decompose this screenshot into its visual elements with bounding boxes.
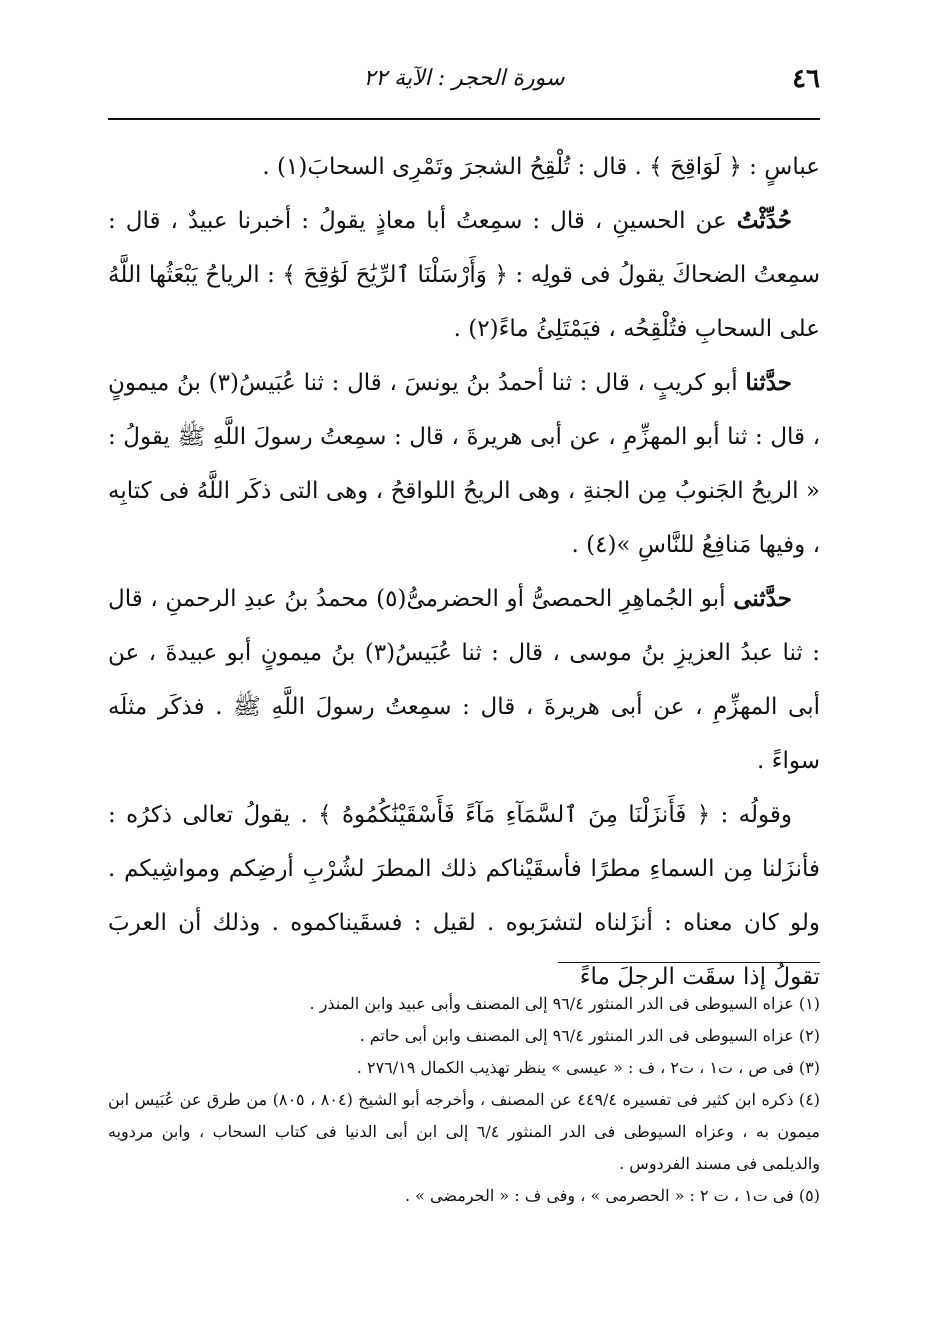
paragraph-lead: حدَّثنا: [745, 369, 793, 396]
header-rule: [108, 118, 820, 120]
footnote: (٥) فى ت١ ، ت ٢ : « الحصرمى » ، وفى ف : « الحرمضى » .: [404, 1186, 820, 1205]
paragraph-lead: حُدِّثْتُ: [736, 207, 792, 234]
paragraph-text: أبو كريبٍ ، قال : ثنا أحمدُ بنُ يونسَ ، قال : ثنا عُبَيسُ(٣) بنُ ميمونٍ ، قال : ثنا أبو المهزِّمِ ، عن أبى هريرةَ ، قال : سمِعتُ رسولَ اللَّهِ ﷺ يقولُ : « الريحُ الجَنوبُ مِن الجنةِ ، وهى الريحُ اللواقحُ ، وهى التى ذكَر اللَّهُ فى كتابِه ، وفيها مَنافِعُ للنَّاسِ »(٤) .: [108, 370, 820, 558]
paragraph: [108, 356, 820, 572]
footnote: (٤) ذكره ابن كثير فى تفسيره ٤٤٩/٤ عن المصنف ، وأخرجه أبو الشيخ (٨٠٤ ، ٨٠٥) من طرق عن عُبَيس ابن ميمون به ، وعزاه السيوطى فى الدر المنثور ٦/٤ إلى ابن أبى الدنيا فى كتاب السحاب ، وابن مردويه والديلمى فى مسند الفردوس .: [108, 1090, 821, 1173]
footnote: (١) عزاه السيوطى فى الدر المنثور ٩٦/٤ إلى المصنف وأبى عبيد وابن المنذر .: [309, 994, 820, 1013]
paragraph: [108, 572, 820, 788]
footnote: (٣) فى ص ، ت١ ، ت٢ ، ف : « عيسى » ينظر تهذيب الكمال ٢٧٦/١٩ .: [356, 1058, 820, 1077]
page-header: [108, 58, 820, 108]
paragraph-text: عن الحسينِ ، قال : سمِعتُ أبا معاذٍ يقولُ : أخبرنا عبيدٌ ، قال : سمِعتُ الضحاكَ يقولُ فى قولِه : ﴿ وَأَرْسَلْنَا ٱلرِّيَٰحَ لَوَٰقِحَ ﴾ : الرياحُ يَبْعَثُها اللَّهُ على السحابِ فتُلْقِحُه ، فيَمْتَلِئُ ماءً(٢) .: [108, 208, 820, 342]
footnote-separator: [558, 962, 820, 963]
paragraph-text: أبو الجُماهِرِ الحمصىُّ أو الحضرمىُّ(٥) محمدُ بنُ عبدِ الرحمنِ ، قال : ثنا عبدُ العزيزِ بنُ موسى ، قال : ثنا عُبَيسُ(٣) بنُ ميمونٍ أبو عبيدةَ ، عن أبى المهزِّمِ ، عن أبى هريرةَ ، قال : سمِعتُ رسولَ اللَّهِ ﷺ . فذكَر مثلَه سواءً .: [108, 586, 820, 774]
footnotes: [108, 988, 820, 1212]
main-text: [108, 140, 820, 1004]
paragraph: [108, 140, 820, 194]
paragraph-lead: حدَّثنى: [733, 585, 792, 612]
paragraph-text: عباسٍ : ﴿ لَوَاقِحَ ﴾ . قال : تُلْقِحُ الشجرَ وتَمْرِى السحابَ(١) .: [262, 154, 820, 180]
page-number: ٤٦: [792, 64, 820, 94]
footnote: (٢) عزاه السيوطى فى الدر المنثور ٩٦/٤ إلى المصنف وابن أبى حاتم .: [359, 1026, 820, 1045]
paragraph-text: وقولُه : ﴿ فَأَنزَلْنَا مِنَ ٱلسَّمَآءِ مَآءً فَأَسْقَيْنَٰكُمُوهُ ﴾ . يقولُ تعالى ذكرُه : فأنزَلنا مِن السماءِ مطرًا فأسقَيْناكم ذلك المطرَ لشُرْبِ أرضِكم ومواشِيكم . ولو كان معناه : أنزَلناه لتشرَبوه . لقيل : فسقَيناكموه . وذلك أن العربَ تقولُ إذا سقَت الرجلَ ماءً: [108, 802, 820, 990]
paragraph: [108, 194, 820, 356]
paragraph: [108, 788, 820, 1004]
running-title: سورة الحجر : الآية ٢٢: [363, 66, 565, 91]
